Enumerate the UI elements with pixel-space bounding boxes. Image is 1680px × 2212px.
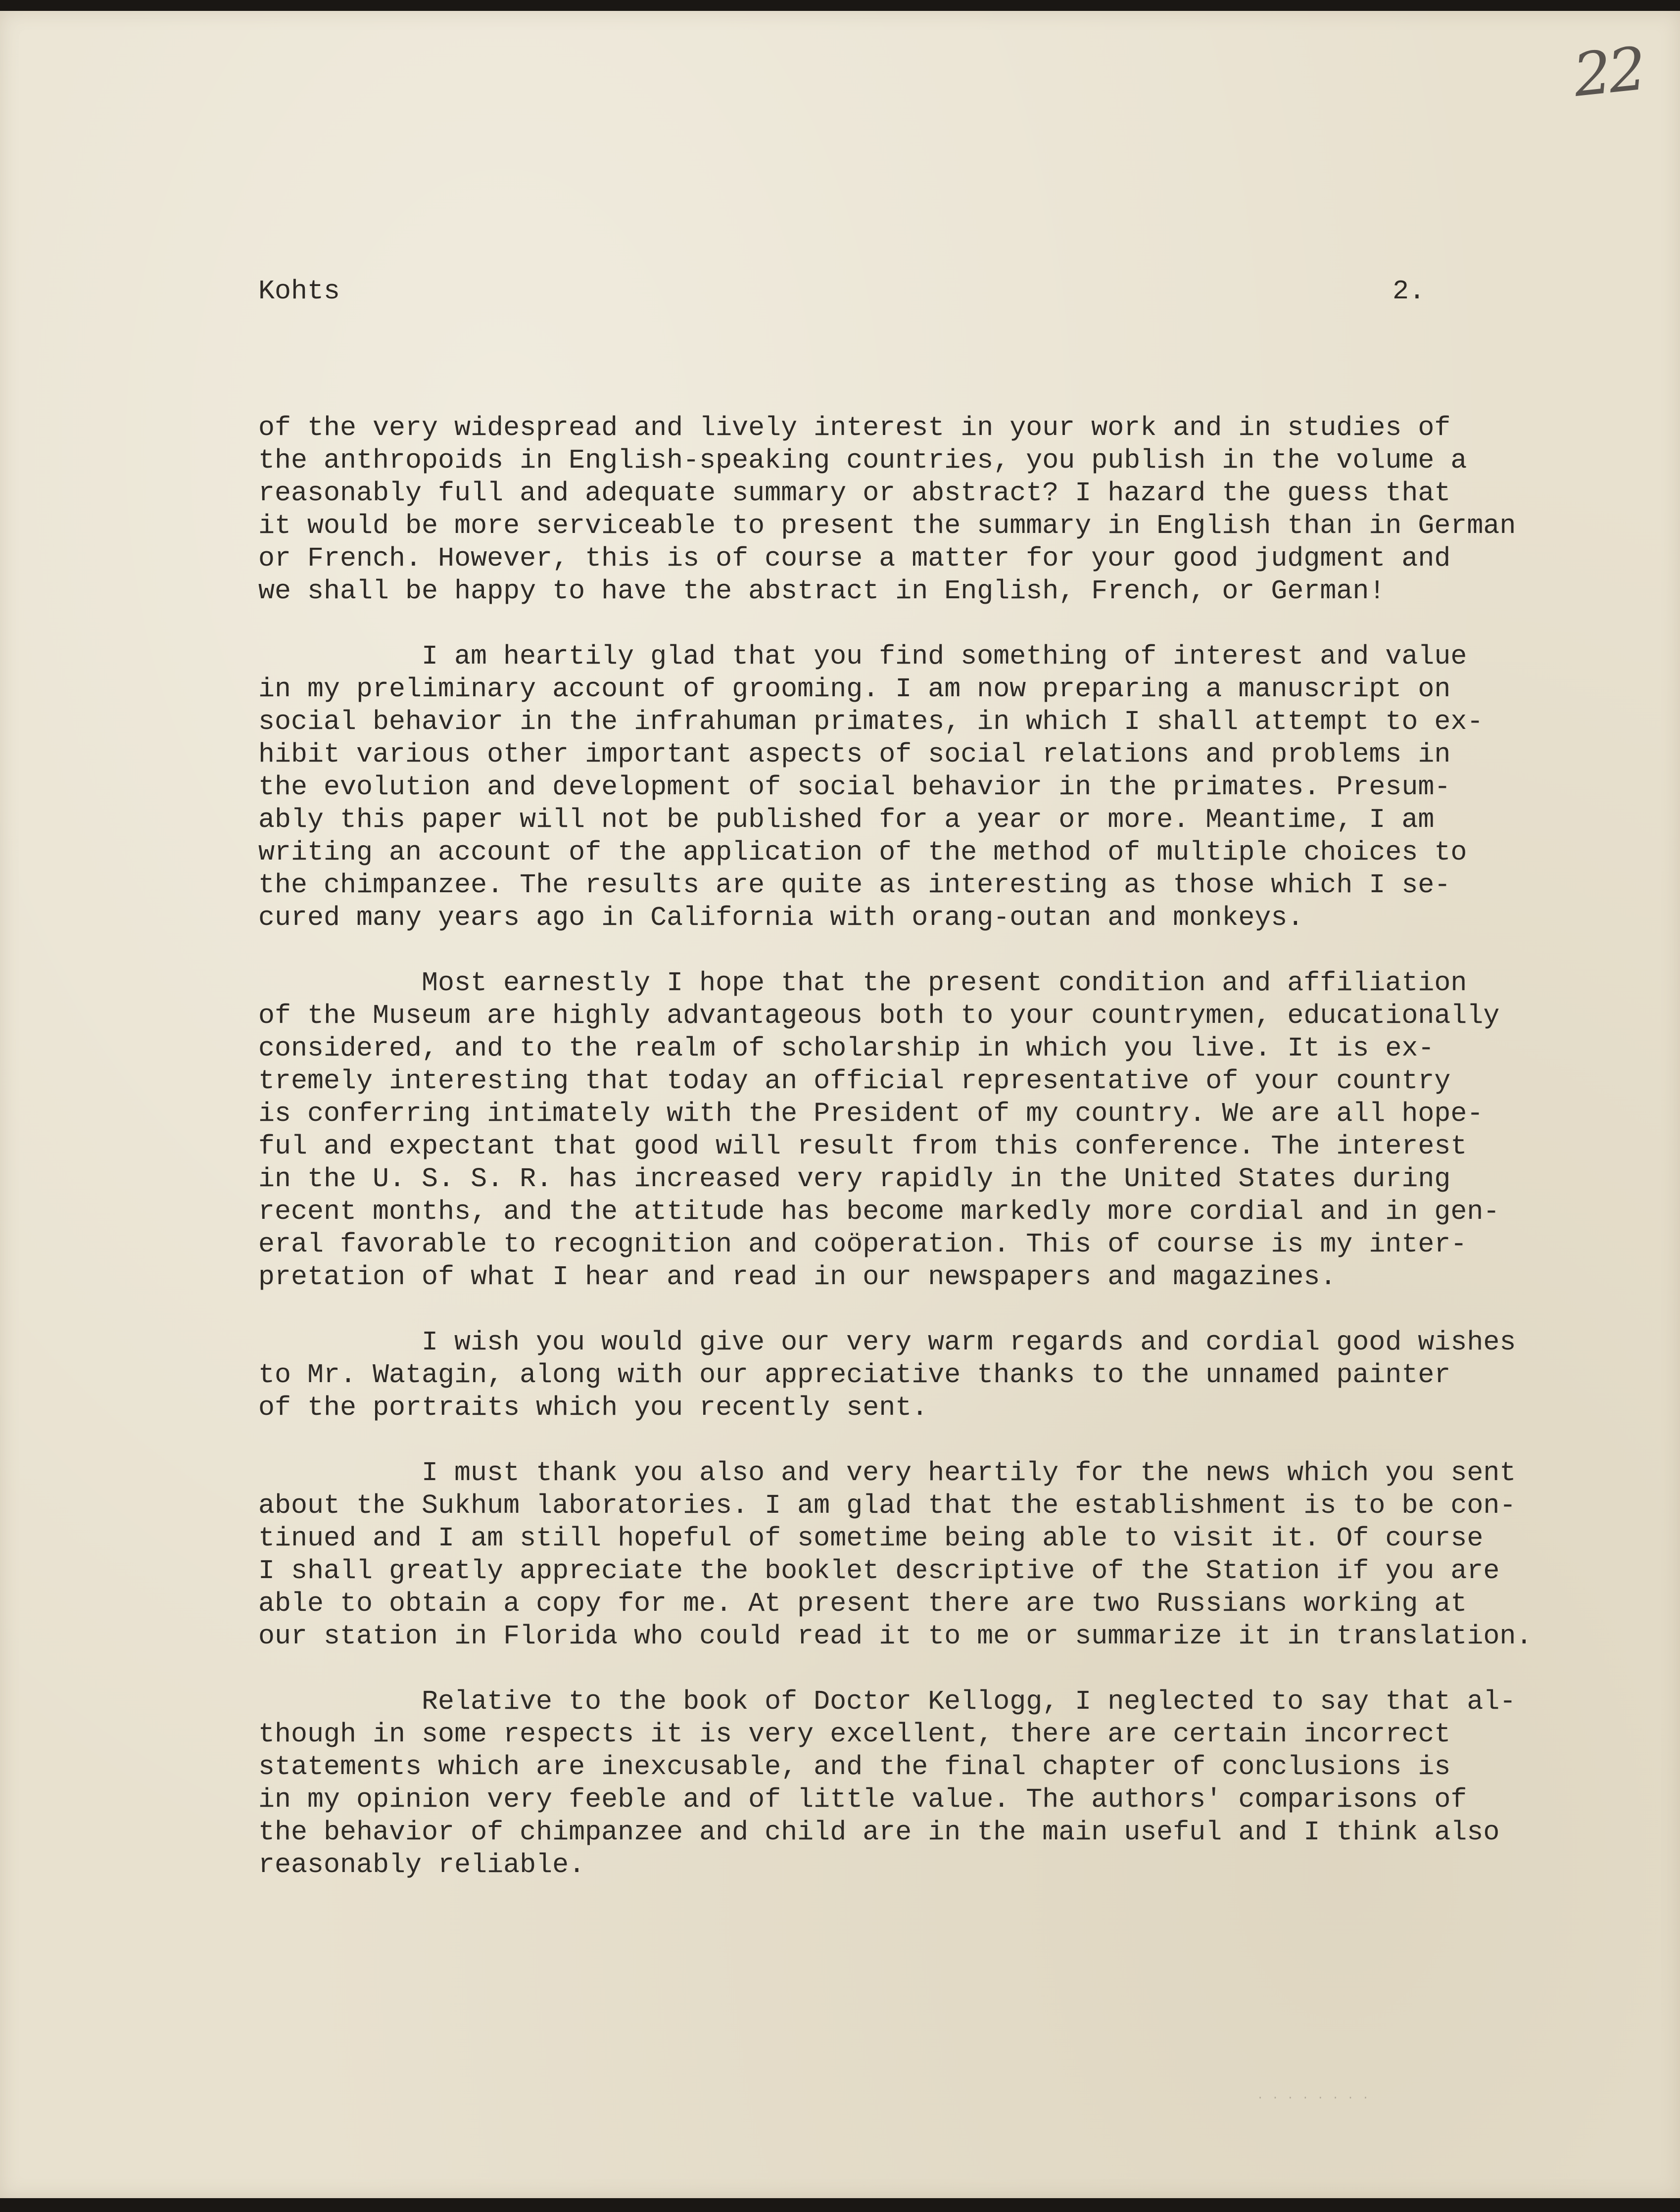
letter-page — [0, 11, 1680, 2198]
text-line: Relative to the book of Doctor Kellogg, I neglected to say that al- — [422, 1686, 1516, 1717]
text-line: in my preliminary account of grooming. I am now preparing a manuscript on — [258, 673, 1451, 705]
text-line: the anthropoids in English-speaking countries, you publish in the volume a — [258, 445, 1467, 476]
handwritten-page-number: 22 — [1570, 35, 1647, 110]
text-line: social behavior in the infrahuman primates, in which I shall attempt to ex- — [258, 706, 1484, 737]
text-line: of the Museum are highly advantageous both to your countrymen, educationally — [258, 1000, 1500, 1031]
text-line: hibit various other important aspects of social relations and problems in — [258, 739, 1451, 770]
text-line: writing an account of the application of the method of multiple choices to — [258, 837, 1467, 868]
text-line: ably this paper will not be published for a year or more. Meantime, I am — [258, 804, 1435, 835]
text-line: or French. However, this is of course a matter for your good judgment and — [258, 543, 1451, 574]
letter-body — [258, 412, 1594, 1914]
text-line: reasonably full and adequate summary or abstract? I hazard the guess that — [258, 478, 1451, 509]
text-line: we shall be happy to have the abstract in English, French, or German! — [258, 576, 1386, 607]
text-line: Most earnestly I hope that the present condition and affiliation — [422, 967, 1467, 999]
text-line: of the portraits which you recently sent. — [258, 1392, 928, 1423]
text-line: pretation of what I hear and read in our newspapers and magazines. — [258, 1261, 1337, 1293]
paragraph-1 — [258, 412, 1594, 608]
faint-stamp-mark: · · · · · · · · — [1257, 2092, 1370, 2104]
header-page-number: 2. — [1392, 276, 1426, 307]
paragraph-5 — [258, 1457, 1594, 1653]
paragraph-3 — [258, 967, 1594, 1294]
paragraph-2 — [258, 640, 1594, 934]
text-line: to Mr. Watagin, along with our appreciative thanks to the unnamed painter — [258, 1359, 1451, 1391]
text-line: I wish you would give our very warm regards and cordial good wishes — [422, 1327, 1516, 1358]
text-line: reasonably reliable. — [258, 1849, 585, 1880]
text-line: I am heartily glad that you find something of interest and value — [422, 641, 1467, 672]
text-line: cured many years ago in California with orang-outan and monkeys. — [258, 902, 1304, 933]
text-line: ful and expectant that good will result from this conference. The interest — [258, 1131, 1467, 1162]
text-line: it would be more serviceable to present the summary in English than in German — [258, 510, 1516, 541]
text-line: considered, and to the realm of scholarship in which you live. It is ex- — [258, 1033, 1435, 1064]
text-line: able to obtain a copy for me. At present there are two Russians working at — [258, 1588, 1467, 1619]
text-line: in my opinion very feeble and of little value. The authors' comparisons of — [258, 1784, 1467, 1815]
paragraph-6 — [258, 1685, 1594, 1881]
text-line: I shall greatly appreciate the booklet descriptive of the Station if you are — [258, 1555, 1500, 1587]
text-line: eral favorable to recognition and coöperation. This of course is my inter- — [258, 1229, 1467, 1260]
text-line: about the Sukhum laboratories. I am glad that the establishment is to be con- — [258, 1490, 1516, 1521]
text-line: the behavior of chimpanzee and child are in the main useful and I think also — [258, 1817, 1500, 1848]
text-line: tremely interesting that today an official representative of your country — [258, 1065, 1451, 1097]
text-line: I must thank you also and very heartily for the news which you sent — [422, 1457, 1516, 1489]
text-line: is conferring intimately with the President of my country. We are all hope- — [258, 1098, 1484, 1129]
text-line: recent months, and the attitude has become markedly more cordial and in gen- — [258, 1196, 1500, 1227]
text-line: statements which are inexcusable, and the final chapter of conclusions is — [258, 1751, 1451, 1782]
paragraph-4 — [258, 1326, 1594, 1424]
text-line: though in some respects it is very excellent, there are certain incorrect — [258, 1719, 1451, 1750]
text-line: our station in Florida who could read it to me or summarize it in translation. — [258, 1621, 1533, 1652]
text-line: in the U. S. S. R. has increased very rapidly in the United States during — [258, 1163, 1451, 1195]
text-line: of the very widespread and lively interest in your work and in studies of — [258, 412, 1451, 443]
text-line: the evolution and development of social behavior in the primates. Presum- — [258, 771, 1451, 803]
header-recipient: Kohts — [258, 276, 340, 307]
text-line: the chimpanzee. The results are quite as interesting as those which I se- — [258, 869, 1451, 901]
text-line: tinued and I am still hopeful of sometime being able to visit it. Of course — [258, 1523, 1484, 1554]
